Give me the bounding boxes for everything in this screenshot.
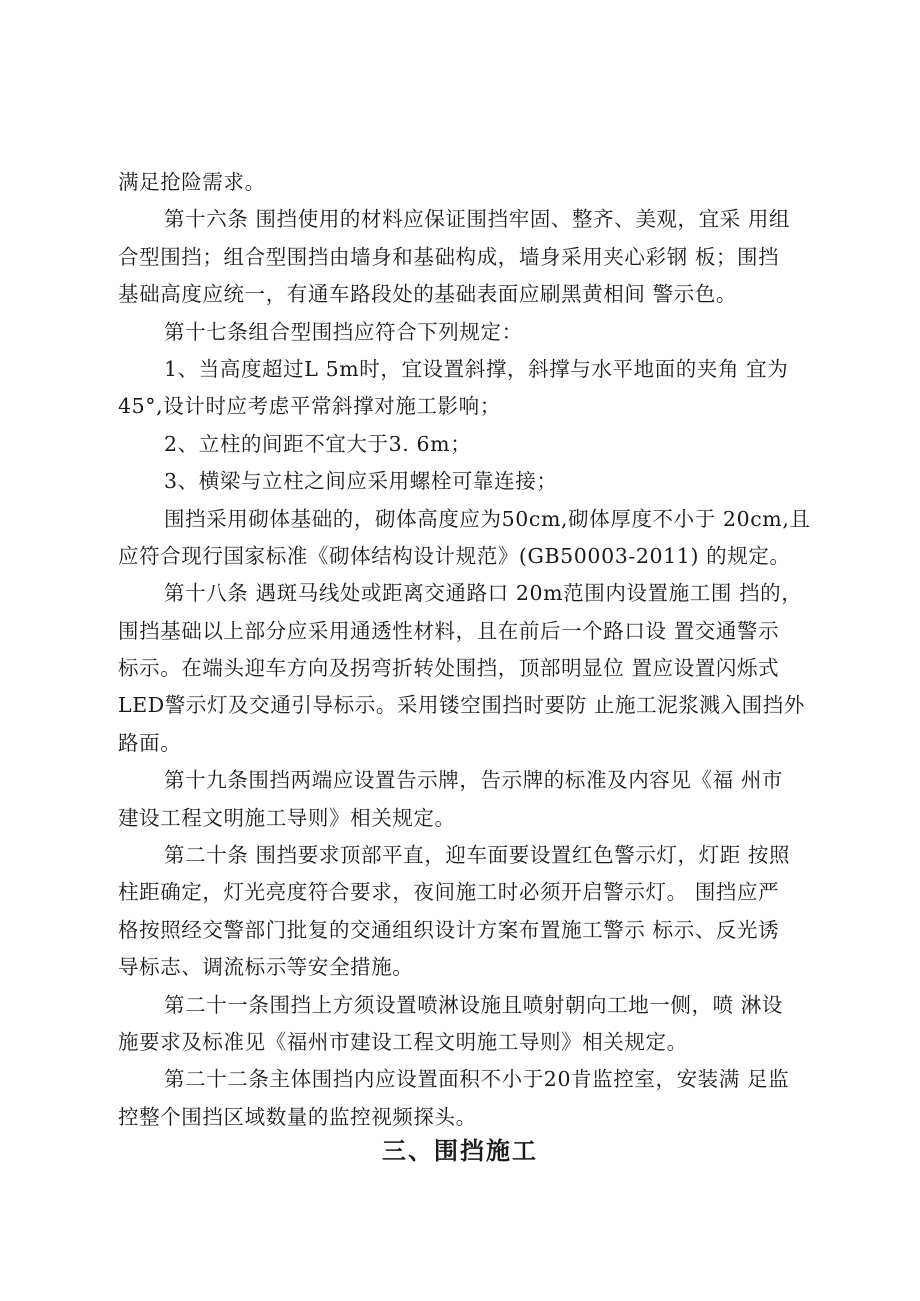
text-line: 柱距确定，灯光亮度符合要求，夜间施工时必须开启警示灯。 围挡应严 (118, 880, 780, 905)
text-line: 施要求及标准见《福州市建设工程文明施工导则》相关规定。 (118, 1029, 688, 1054)
text-line: 第二十一条围挡上方须设置喷淋设施且喷射朝向工地一侧，喷 淋设 (164, 992, 784, 1017)
text-line: 格按照经交警部门批复的交通组织设计方案布置施工警示 标示、反光诱 (118, 917, 780, 942)
text-line: 第十七条组合型围挡应符合下列规定： (164, 319, 523, 344)
text-line: 第十八条 遇斑马线处或距离交通路口 20m范围内设置施工围 挡的， (164, 581, 803, 606)
body-text (118, 164, 818, 1136)
text-line: 应符合现行国家标准《砌体结构设计规范》(GB50003-2011) 的规定。 (118, 543, 791, 568)
text-line: 第二十二条主体围挡内应设置面积不小于20肯监控室，安装满 足监 (164, 1067, 790, 1092)
text-line: 基础高度应统一，有通车路段处的基础表面应刷黑黄相间 警示色。 (118, 282, 738, 307)
text-line: 控整个围挡区域数量的监控视频探头。 (118, 1104, 477, 1129)
text-line: 满足抢险需求。 (118, 170, 266, 194)
text-line: 合型围挡；组合型围挡由墙身和基础构成，墙身采用夹心彩钢 板；围挡 (118, 244, 780, 269)
text-line: 路面。 (118, 730, 182, 755)
text-line: 导标志、调流标示等安全措施。 (118, 955, 414, 980)
text-line: 第二十条 围挡要求顶部平直，迎车面要设置红色警示灯，灯距 按照 (164, 843, 791, 868)
text-line: 第十九条围挡两端应设置告示牌，告示牌的标准及内容见《福 州市 (164, 768, 784, 793)
text-line: 围挡基础以上部分应采用通透性材料，且在前后一个路口设 置交通警示 (118, 618, 780, 643)
text-line: 建设工程文明施工导则》相关规定。 (118, 805, 456, 830)
section-heading: 三、围挡施工 (382, 1137, 538, 1165)
text-line: 第十六条 围挡使用的材料应保证围挡牢固、整齐、美观，宜采 用组 (164, 207, 791, 232)
text-line: LED警示灯及交通引导标示。采用镂空围挡时要防 止施工泥浆溅入围挡外 (118, 693, 805, 718)
text-line: 45°,设计时应考虑平常斜撑对施工影响； (118, 394, 501, 419)
text-line: 2、立柱的间距不宜大于3. 6m； (164, 431, 472, 456)
text-line: 围挡采用砌体基础的，砌体高度应为50cm,砌体厚度不小于 20cm,且 (164, 506, 811, 531)
text-line: 标示。在端头迎车方向及拐弯折转处围挡，顶部明显位 置应设置闪烁式 (118, 656, 780, 681)
text-line: 1、当高度超过L 5m时，宜设置斜撑，斜撑与水平地面的夹角 宜为 (164, 356, 789, 381)
text-line: 3、横梁与立柱之间应采用螺栓可靠连接； (164, 469, 558, 494)
